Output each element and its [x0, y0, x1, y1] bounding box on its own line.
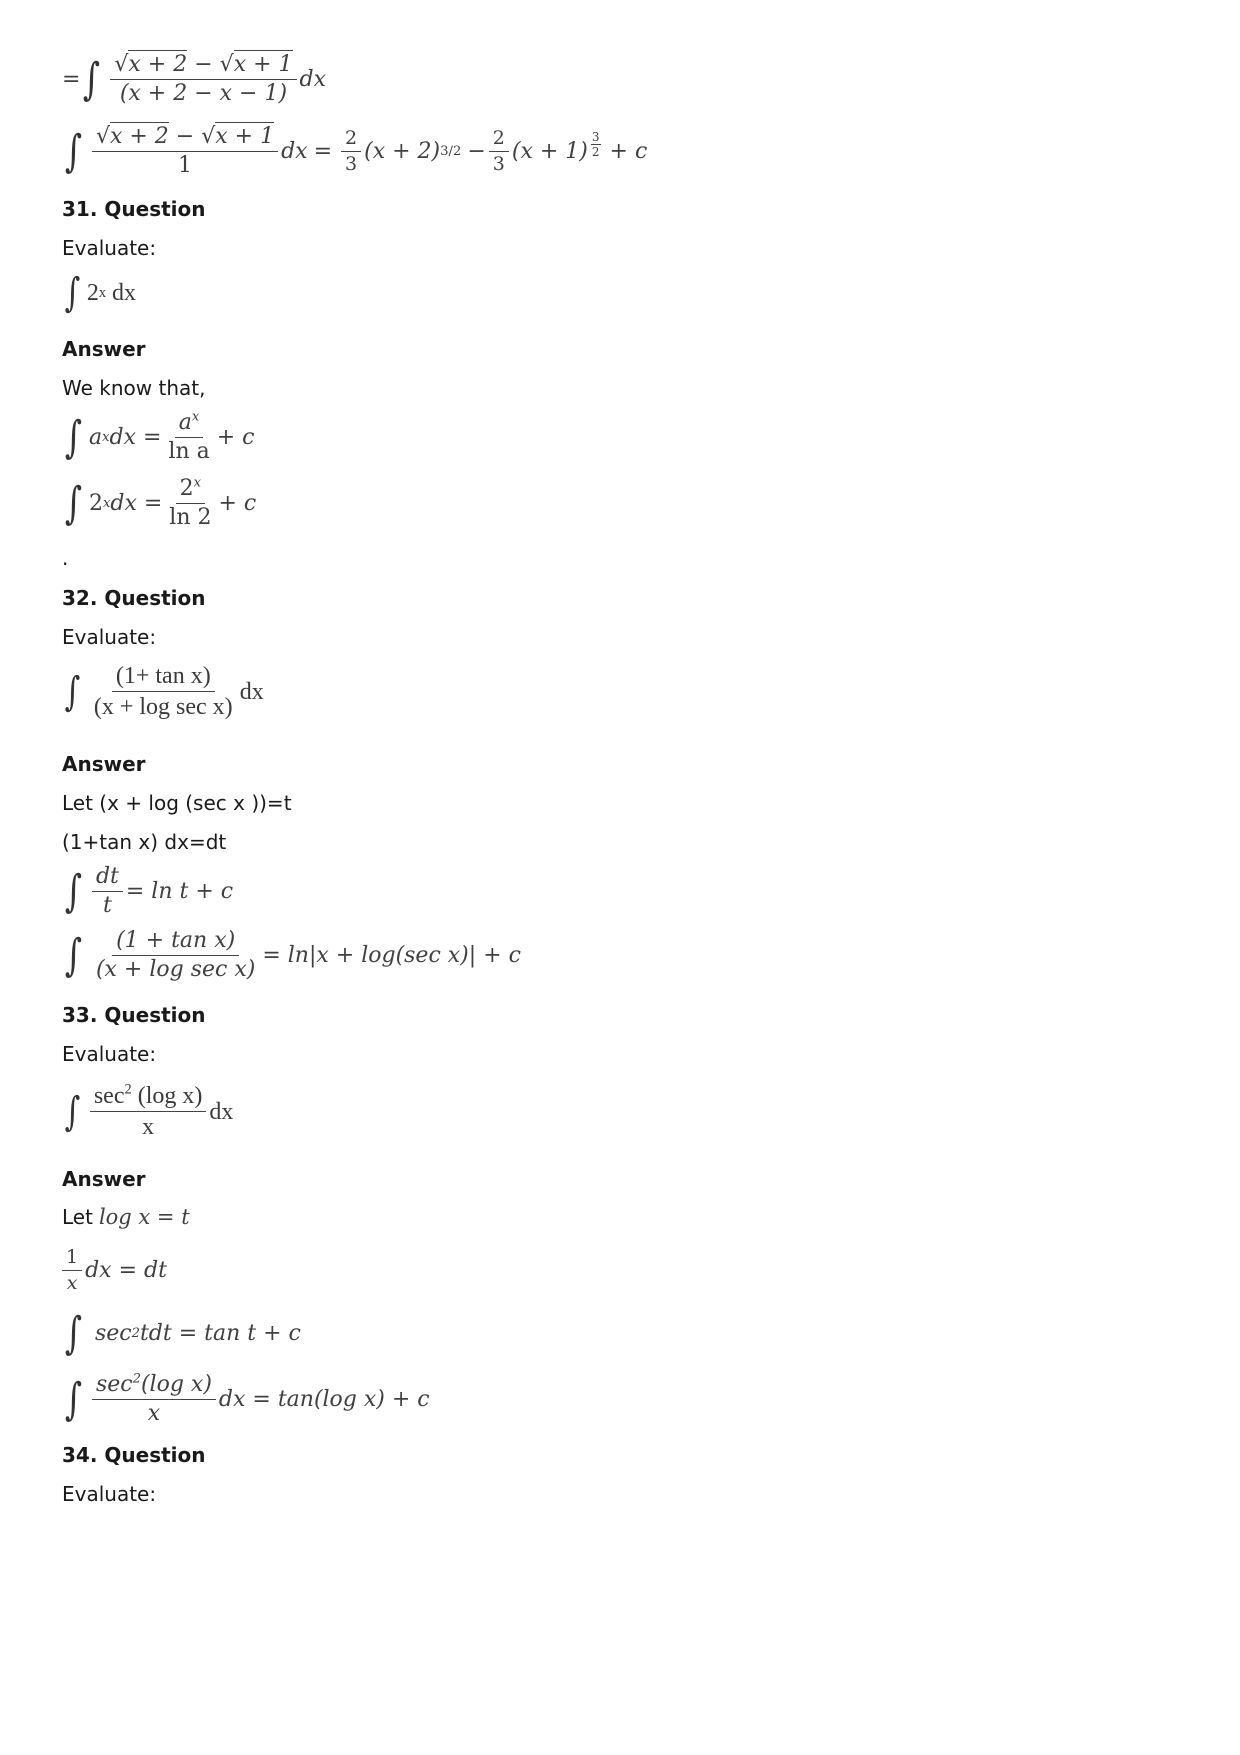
fraction: $\frac{\sec^2(\log x)}{x}$ — [92, 1374, 216, 1425]
fraction: $\frac{\text{(1+ tan x)}}{\text{(x + log sec x)}}$ — [93, 663, 233, 720]
exponent-fraction: $\frac{3}{2}$ — [591, 130, 600, 159]
integral-sign: ∫ — [64, 125, 83, 177]
fraction: $\frac{a^x}{\text{ln a}}$ — [168, 409, 210, 464]
answer-text: Let (x + log (sec x ))=t — [62, 791, 292, 815]
answer-text: (1+tan x) dx=dt — [62, 830, 227, 854]
continuation-line-2: ∫ $\frac{√x + 2 - √x + 1}{1}$ dx = $\frac{2}{3}$ (x + 2) 3/2 − $\frac{2}{3}$ (x + 1) $\frac{3}{2}$ + c — [64, 124, 648, 178]
fraction: $\frac{dt}{t}$ — [92, 866, 123, 917]
fraction: $\frac{1}{x}$ — [62, 1248, 82, 1293]
question-expression: ∫ $\frac{\sec^2 (\log x)}{x}$ dx — [64, 1081, 234, 1140]
question-expression: ∫ 2 x dx — [64, 270, 137, 316]
fraction: $\frac{√x + 2 - √x + 1}{(x + 2 - x - 1)}$ — [110, 54, 296, 105]
continuation-line-1: = ∫ $\frac{√x + 2 - √x + 1}{(x + 2 - x - 1)}$ dx — [62, 52, 327, 106]
answer-step: ∫ $\frac{dt}{t}$ = ln t + c — [64, 864, 234, 918]
fraction: $\frac{√x + 2 - √x + 1}{1}$ — [92, 126, 278, 177]
question-prompt: Evaluate: — [62, 236, 157, 260]
fraction: $\frac{2}{3}$ — [341, 129, 361, 174]
fraction: $\frac{\sec^2 (\log x)}{x}$ — [90, 1084, 207, 1139]
question-heading: 33. Question — [62, 1003, 206, 1027]
answer-step: ∫ $\frac{\sec^2(\log x)}{x}$ dx = tan(log x) + c — [64, 1371, 430, 1426]
period-mark: . — [62, 546, 69, 570]
answer-step: ∫ sec 2 tdt = tan t + c — [64, 1308, 301, 1359]
fraction: $\frac{2^x}{\ln 2}$ — [169, 475, 212, 530]
answer-step: ∫ $\frac{\text{(1 + tan x)}}{\text{(x + log sec x)}}$ = ln|x + log(sec x)| + c — [64, 928, 521, 982]
question-heading: 34. Question — [62, 1443, 206, 1467]
question-heading: 32. Question — [62, 586, 206, 610]
answer-text: Let log x = t — [62, 1204, 190, 1229]
fraction: $\frac{2}{3}$ — [489, 129, 509, 174]
answer-step: $\frac{1}{x}$ dx = dt — [62, 1248, 167, 1293]
answer-label: Answer — [62, 1167, 146, 1191]
answer-text: We know that, — [62, 376, 206, 400]
question-prompt: Evaluate: — [62, 1482, 157, 1506]
equals-sign: = — [62, 66, 81, 92]
answer-step: ∫ 2 x dx = $\frac{2^x}{\ln 2}$ + c — [64, 475, 257, 530]
answer-label: Answer — [62, 752, 146, 776]
question-prompt: Evaluate: — [62, 625, 157, 649]
question-expression: ∫ $\frac{\text{(1+ tan x)}}{\text{(x + log sec x)}}$ dx — [64, 663, 264, 720]
question-heading: 31. Question — [62, 197, 206, 221]
fraction: $\frac{\text{(1 + tan x)}}{\text{(x + log sec x)}}$ — [95, 928, 256, 982]
integral-sign: ∫ — [83, 53, 101, 105]
answer-step: ∫ a x dx = $\frac{a^x}{\text{ln a}}$ + c — [64, 409, 255, 464]
answer-label: Answer — [62, 337, 146, 361]
question-prompt: Evaluate: — [62, 1042, 157, 1066]
